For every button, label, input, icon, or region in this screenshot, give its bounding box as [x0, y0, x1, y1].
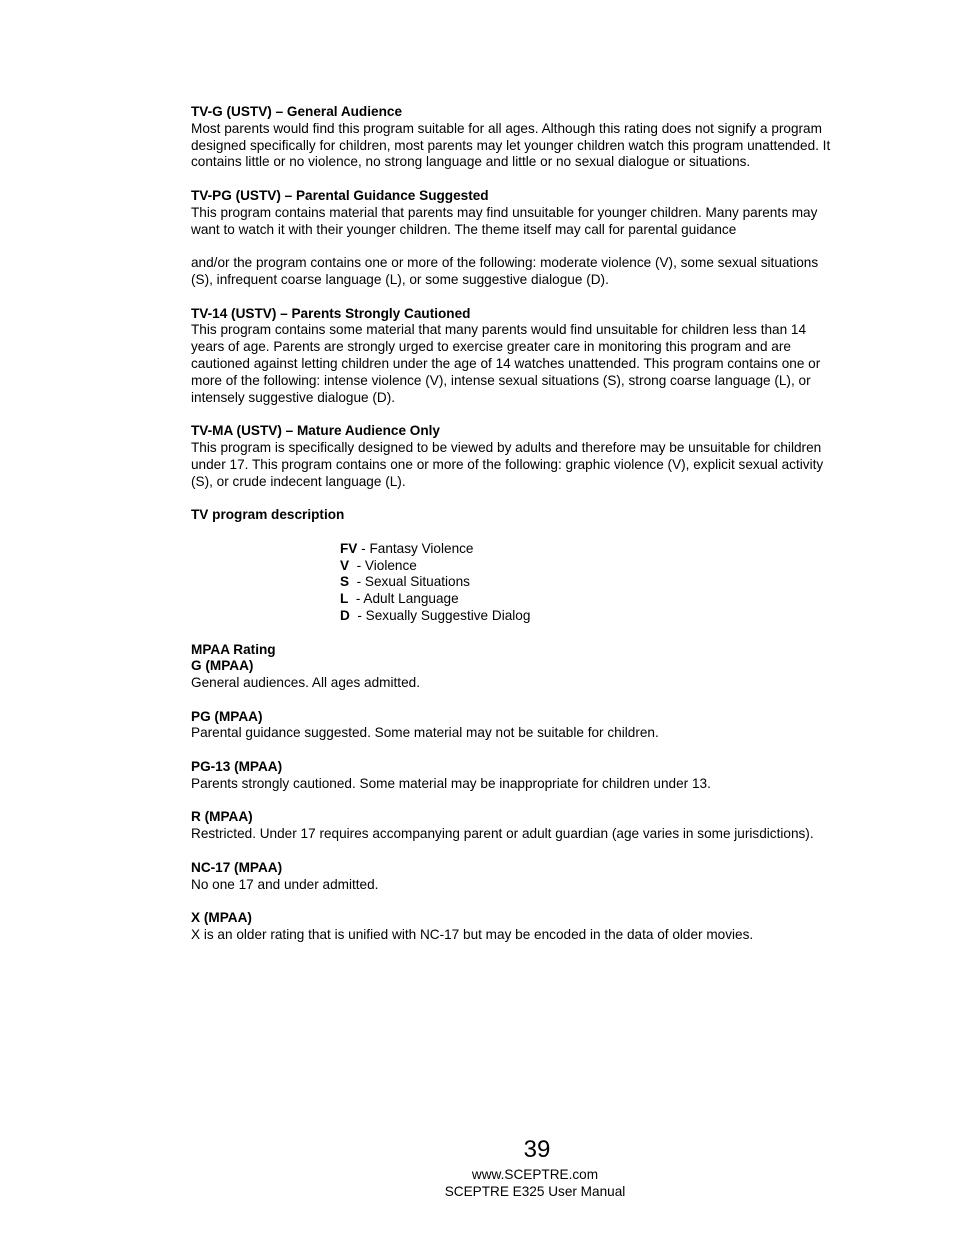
mpaa-g-heading: G (MPAA) — [191, 658, 254, 674]
mpaa-pg-section — [191, 709, 836, 743]
mpaa-heading: MPAA Rating — [191, 641, 276, 657]
tv-ma-text: This program is specifically designed to be viewed by adults and therefore may be unsuitable for children under 17. This program contains one or more of the following: graphic violence (V), explicit sexual activity (S), or crude indecent language (L). — [191, 439, 824, 489]
tv-description-section — [191, 507, 836, 625]
mpaa-r-heading: R (MPAA) — [191, 809, 253, 825]
mpaa-x-section — [191, 910, 836, 944]
tv-pg-text-1: This program contains material that parents may find unsuitable for younger children. Many parents may want to watch it with their younger children. The theme itself may call for parental guidance — [191, 204, 818, 237]
page-number: 39 — [523, 1136, 551, 1163]
mpaa-pg13-text: Parents strongly cautioned. Some material may be inappropriate for children under 13. — [191, 775, 711, 791]
list-item — [340, 558, 836, 575]
mpaa-nc17-section — [191, 860, 836, 894]
code-d: D — [340, 607, 350, 623]
tv-14-text: This program contains some material that many parents would find unsuitable for children less than 14 years of age. Parents are strongly urged to exercise greater care in monitoring this program and are cautioned against letting children under the age of 14 watches unattended. This program contains one or more of the following: intense violence (V), intense sexual situations (S), strong coarse language (L), or intensely suggestive dialogue (D). — [191, 322, 821, 405]
mpaa-x-heading: X (MPAA) — [191, 910, 252, 926]
list-item — [340, 541, 836, 558]
tv-g-heading: TV-G (USTV) – General Audience — [191, 104, 403, 119]
manual-title: SCEPTRE E325 User Manual — [444, 1184, 626, 1199]
code-v: V — [340, 557, 350, 573]
tv-description-heading: TV program description — [191, 507, 345, 523]
tv-ma-section — [191, 423, 836, 490]
tv-14-heading: TV-14 (USTV) – Parents Strongly Cautioned — [191, 305, 471, 321]
tv-14-section — [191, 306, 836, 407]
page-content — [191, 104, 836, 961]
tv-pg-section — [191, 188, 836, 289]
list-item — [340, 608, 836, 625]
mpaa-pg-text: Parental guidance suggested. Some material may not be suitable for children. — [191, 725, 659, 741]
mpaa-g-section — [191, 642, 836, 692]
tv-pg-text-2: and/or the program contains one or more of the following: moderate violence (V), some sexual situations (S), infrequent coarse language (L), or some suggestive dialogue (D). — [191, 255, 819, 287]
desc-l: - Adult Language — [348, 591, 459, 607]
mpaa-r-section — [191, 809, 836, 843]
mpaa-pg-heading: PG (MPAA) — [191, 708, 263, 724]
code-fv: FV — [340, 540, 358, 556]
code-l: L — [340, 591, 349, 607]
tv-ma-heading: TV-MA (USTV) – Mature Audience Only — [191, 423, 440, 439]
desc-fv: - Fantasy Violence — [357, 540, 474, 556]
list-item — [340, 591, 836, 608]
desc-d: - Sexually Suggestive Dialog — [349, 607, 531, 623]
mpaa-x-text: X is an older rating that is unified with NC-17 but may be encoded in the data of older movies. — [191, 927, 754, 943]
mpaa-nc17-text: No one 17 and under admitted. — [191, 876, 379, 892]
code-s: S — [340, 574, 350, 590]
mpaa-pg13-section — [191, 759, 836, 793]
mpaa-nc17-heading: NC-17 (MPAA) — [191, 859, 283, 875]
desc-s: - Sexual Situations — [349, 574, 470, 590]
tv-g-section — [191, 104, 836, 171]
website-link[interactable]: www.SCEPTRE.com — [471, 1167, 599, 1182]
tv-g-text: Most parents would find this program suitable for all ages. Although this rating does not signify a program designed specifically for children, most parents may let younger children watch this program unattended. It contains little or no violence, no strong language and little or no sexual dialogue or situations. — [191, 120, 831, 170]
desc-v: - Violence — [349, 557, 417, 573]
tv-description-list — [340, 541, 836, 625]
mpaa-r-text: Restricted. Under 17 requires accompanying parent or adult guardian (age varies in some jurisdictions). — [191, 826, 814, 842]
mpaa-pg13-heading: PG-13 (MPAA) — [191, 759, 283, 775]
list-item — [340, 574, 836, 591]
tv-pg-heading: TV-PG (USTV) – Parental Guidance Suggested — [191, 187, 489, 203]
mpaa-g-text: General audiences. All ages admitted. — [191, 675, 420, 691]
